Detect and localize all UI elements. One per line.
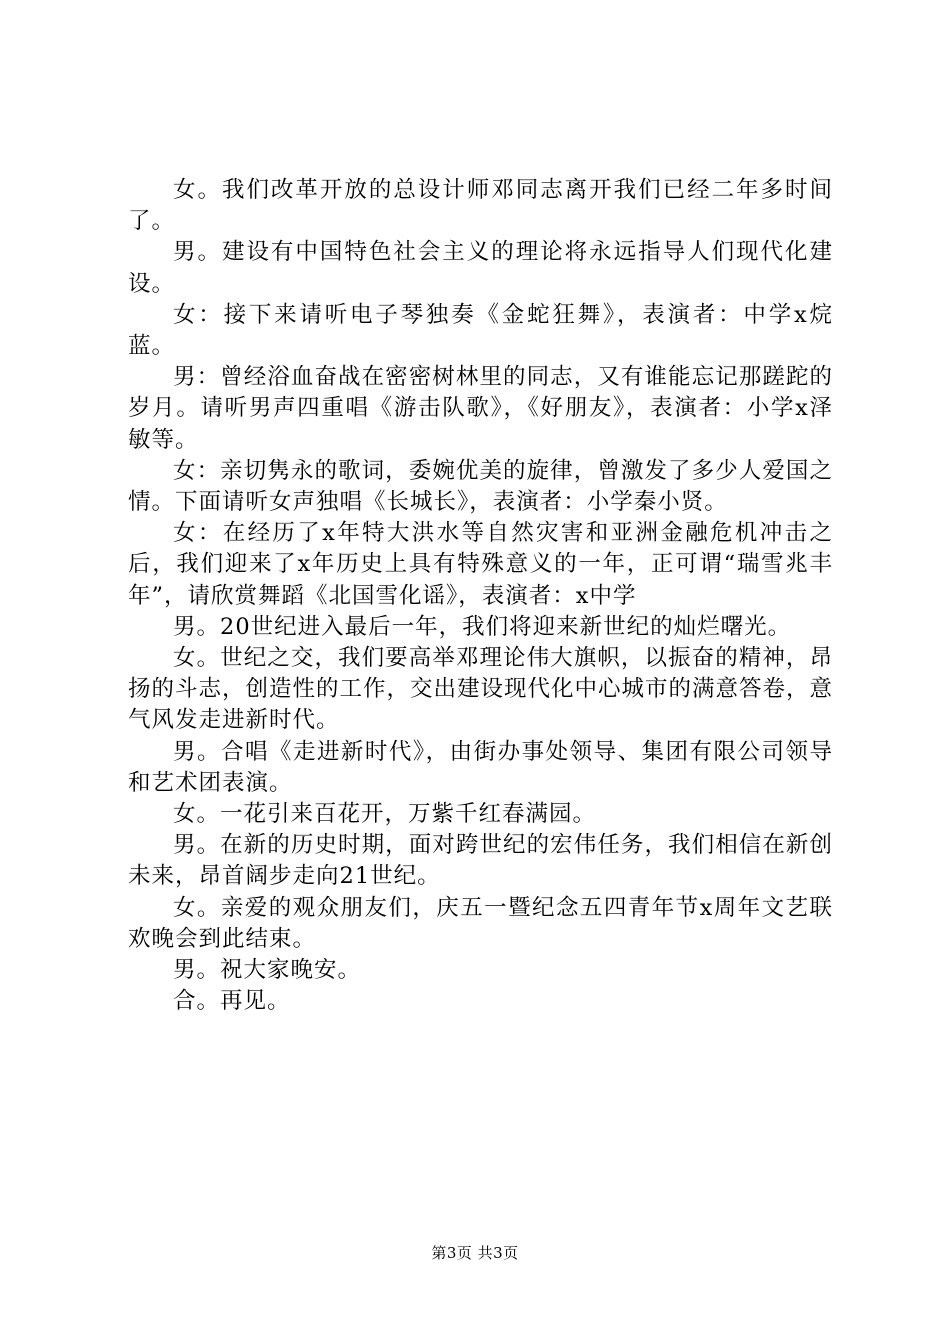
page-number-footer: 第3页 共3页 [431,1244,519,1262]
document-body [128,175,833,1017]
paragraph-5: 女：亲切隽永的歌词，委婉优美的旋律，曾激发了多少人爱国之情。下面请听女声独唱《长城长》，表演者：小学秦小贤。 [128,457,833,516]
paragraph-13: 男。祝大家晚安。 [173,957,362,984]
paragraph-1: 女。我们改革开放的总设计师邓同志离开我们已经二年多时间了。 [128,177,833,235]
paragraph-4: 男：曾经浴血奋战在密密树林里的同志，又有谁能忘记那蹉跎的岁月。请听男声四重唱《游击队歌》，《好朋友》，表演者：小学x泽敏等。 [128,364,833,453]
paragraph-11: 男。在新的历史时期，面对跨世纪的宏伟任务，我们相信在新创未来，昂首阔步走向21世纪。 [128,832,833,890]
paragraph-14: 合。再见。 [173,988,291,1015]
paragraph-8: 女。世纪之交，我们要高举邓理论伟大旗帜，以振奋的精神，昂扬的斗志，创造性的工作，交出建设现代化中心城市的满意答卷，意气风发走进新时代。 [128,645,834,734]
paragraph-2: 男。建设有中国特色社会主义的理论将永远指导人们现代化建设。 [128,239,833,297]
paragraph-3: 女：接下来请听电子琴独奏《金蛇狂舞》，表演者：中学x烷蓝。 [128,301,833,360]
paragraph-9: 男。合唱《走进新时代》，由街办事处领导、集团有限公司领导和艺术团表演。 [128,738,833,796]
paragraph-7: 男。20世纪进入最后一年，我们将迎来新世纪的灿烂曙光。 [173,613,792,640]
paragraph-6: 女：在经历了x年特大洪水等自然灾害和亚洲金融危机冲击之后，我们迎来了x年历史上具有特殊意义的一年，正可谓“瑞雪兆丰年”，请欣赏舞蹈《北国雪化谣》，表演者：x中学 [128,520,833,609]
paragraph-12: 女。亲爱的观众朋友们，庆五一暨纪念五四青年节x周年文艺联欢晚会到此结束。 [128,894,833,952]
paragraph-10: 女。一花引来百花开，万紫千红春满园。 [173,801,597,828]
